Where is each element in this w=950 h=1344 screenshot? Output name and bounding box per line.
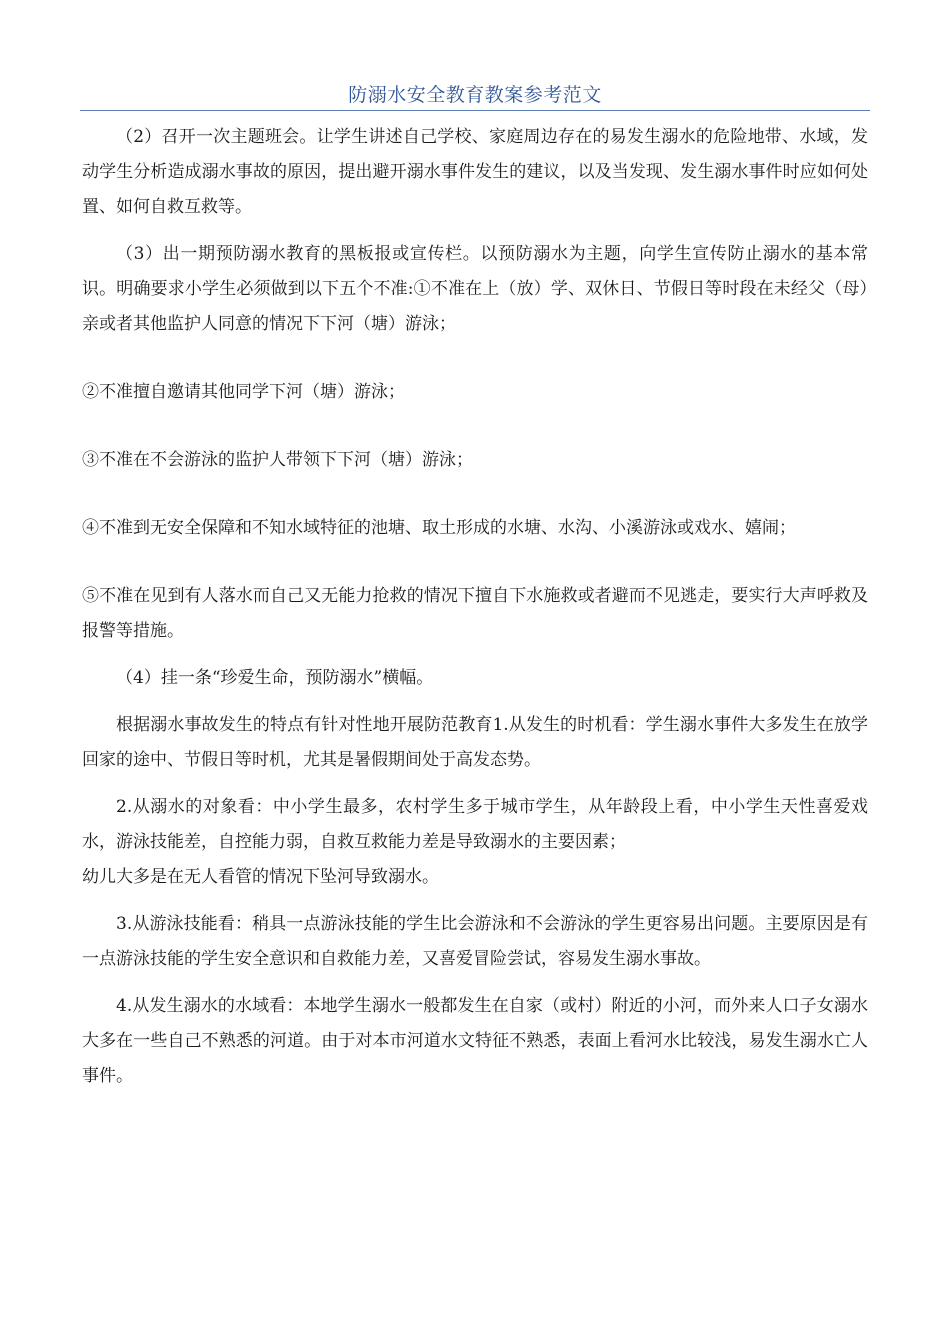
paragraph-children: 幼儿大多是在无人看管的情况下坠河导致溺水。 (82, 867, 439, 887)
paragraph-target: 2.从溺水的对象看：中小学生最多，农村学生多于城市学生，从年龄段上看，中小学生天性喜爱戏水，游泳技能差，自控能力弱，自救互救能力差是导致溺水的主要因素； (82, 797, 868, 852)
paragraph-blackboard: （3）出一期预防溺水教育的黑板报或宣传栏。以预防溺水为主题，向学生宣传防止溺水的基本常识。明确要求小学生必须做到以下五个不准:①不准在上（放）学、双休日、节假日等时段在未经父（母）亲或者其他监护人同意的情况下下河（塘）游泳； (82, 244, 868, 334)
rule-item-2: ②不准擅自邀请其他同学下河（塘）游泳； (82, 382, 405, 402)
paragraph-theme-meeting: （2）召开一次主题班会。让学生讲述自己学校、家庭周边存在的易发生溺水的危险地带、水域，发动学生分析造成溺水事故的原因，提出避开溺水事件发生的建议，以及当发现、发生溺水事件时应如何处置、如何自救互救等。 (82, 127, 868, 217)
rule-item-4: ④不准到无安全保障和不知水域特征的池塘、取土形成的水塘、水沟、小溪游泳或戏水、嬉闹； (82, 518, 796, 538)
paragraph-timing: 根据溺水事故发生的特点有针对性地开展防范教育1.从发生的时机看：学生溺水事件大多发生在放学回家的途中、节假日等时机，尤其是暑假期间处于高发态势。 (82, 715, 868, 770)
document-title: 防溺水安全教育教案参考范文 (348, 84, 602, 106)
rule-item-3: ③不准在不会游泳的监护人带领下下河（塘）游泳； (82, 450, 473, 470)
paragraph-banner: （4）挂一条“珍爱生命，预防溺水”横幅。 (116, 668, 434, 688)
paragraph-skills: 3.从游泳技能看：稍具一点游泳技能的学生比会游泳和不会游泳的学生更容易出问题。主要原因是有一点游泳技能的学生安全意识和自救能力差，又喜爱冒险尝试，容易发生溺水事故。 (82, 914, 868, 969)
paragraph-waters: 4.从发生溺水的水域看：本地学生溺水一般都发生在自家（或村）附近的小河，而外来人口子女溺水大多在一些自己不熟悉的河道。由于对本市河道水文特征不熟悉，表面上看河水比较浅，易发生溺水亡人事件。 (82, 996, 868, 1086)
document-body (82, 120, 868, 1094)
rule-item-5: ⑤不准在见到有人落水而自己又无能力抢救的情况下擅自下水施救或者避而不见逃走，要实行大声呼救及报警等措施。 (82, 586, 868, 641)
page-header (80, 82, 870, 111)
